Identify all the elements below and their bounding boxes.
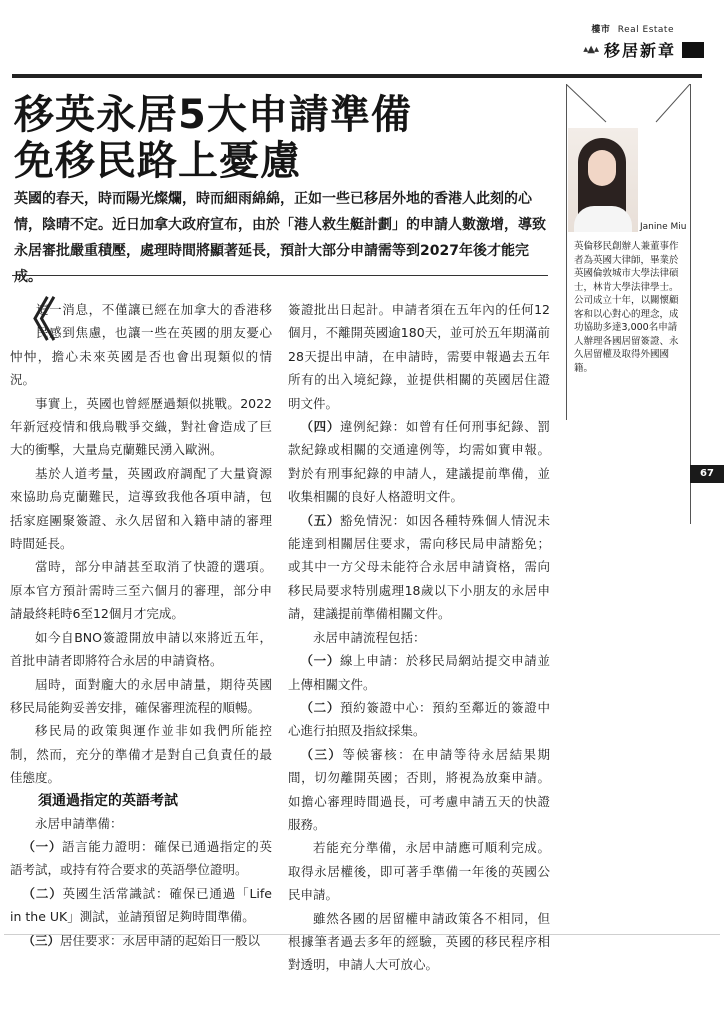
list-item: （三）居住要求：永居申請的起始日一般以 xyxy=(22,932,261,948)
article-lede: 英國的春天，時而陽光燦爛，時而細雨綿綿，正如一些已移居外地的香港人此刻的心情，陰晴不定。近日加拿大政府宣布，由於「港人救生艇計劃」的申請人數激增，導致永居審批嚴重積壓，處理時間將顯著延長，預計大部分申請需等到2027年後才能完成。 xyxy=(14,191,546,285)
column-brand xyxy=(583,38,704,61)
footer-rule xyxy=(4,934,720,935)
paragraph: 簽證批出日起計。申請者須在五年內的任何12個月，不離開英國逾180天，並可於五年期滿前28天提出申請，在申請時，需要申報過去五年所有的出入境紀錄，並提供相關的英國居住證明文件。 xyxy=(288,302,550,411)
paragraph: 永居申請準備： xyxy=(35,815,123,831)
sidebar-line-right xyxy=(690,84,691,524)
lede-rule xyxy=(12,275,548,276)
quote-mark-icon: 《 xyxy=(10,293,56,347)
title-line-1: 移英永居5大申請準備 xyxy=(14,92,412,138)
section-category: 樓市 xyxy=(591,25,611,35)
brand-block-decoration xyxy=(682,42,704,58)
body-column-left xyxy=(10,293,272,952)
page-number: 67 xyxy=(690,465,724,483)
list-item: （二）英國生活常識試：確保已通過「Life in the UK」測試，並請預留足夠時間準備。 xyxy=(10,885,272,925)
section-heading: 須通過指定的英語考試 xyxy=(38,792,178,809)
paragraph: 《 這一消息，不僅讓已經在加拿大的香港移民感到焦慮，也讓一些在英國的朋友憂心忡忡，擔心未來英國是否也會出現類似的情況。 xyxy=(10,293,272,388)
title-line-2: 免移民路上憂慮 xyxy=(14,138,301,184)
house-roof-icon: ▴▲▴ xyxy=(583,44,598,55)
body-column-right xyxy=(288,298,550,977)
paragraph: 基於人道考量，英國政府調配了大量資源來協助烏克蘭難民，這導致我他各項申請，包括家庭團聚簽證、永久居留和入籍申請的審理時間延長。 xyxy=(10,465,272,552)
list-item: （二）預約簽證中心：預約至鄰近的簽證中心進行拍照及指紋採集。 xyxy=(288,699,550,739)
list-item: （一）線上申請：於移民局網站提交申請並上傳相關文件。 xyxy=(288,653,550,692)
paragraph: 事實上，英國也曾經歷過類似挑戰。2022年新冠疫情和俄烏戰爭交織，對社會造成了巨大的衝擊，大量烏克蘭難民湧入歐洲。 xyxy=(10,395,272,458)
author-name: Janine Miu xyxy=(640,222,687,232)
paragraph: 雖然各國的居留權申請政策各不相同，但根據筆者過去多年的經驗，英國的移民程序相對透明，申請人大可放心。 xyxy=(288,910,550,973)
list-item: （五）豁免情況：如因各種特殊個人情況未能達到相關居住要求，需向移民局申請豁免；或其中一方父母未能符合永居申請資格，需向移民局要求特別處理18歲以下小朋友的永居申請，建議提前準備相關文件。 xyxy=(288,512,550,622)
author-photo xyxy=(568,128,638,232)
paragraph: 如今自BNO簽證開放申請以來將近五年，首批申請者即將符合永居的申請資格。 xyxy=(10,629,272,669)
article-title xyxy=(14,92,554,184)
list-item: （四）違例紀錄：如曾有任何刑事紀錄、罰款紀錄或相關的交通違例等，均需如實申報。對於有刑事紀錄的申請人，建議提前準備，並收集相關的良好人格證明文件。 xyxy=(288,419,550,505)
list-item: （一）語言能力證明：確保已通過指定的英語考試，或持有符合要求的英語學位證明。 xyxy=(10,838,272,878)
paragraph: 若能充分準備，永居申請應可順利完成。取得永居權後，即可著手準備一年後的英國公民申請。 xyxy=(288,840,550,903)
header-rule xyxy=(12,74,702,78)
author-bio: 英倫移民創辦人兼董事作者為英國大律師，畢業於英國倫敦城市大學法律碩士，林肯大學法律學士。公司成立十年，以關懷顧客和以心對心的理念，成功協助多達3,000名申請人辦理各國居留簽證、永久居留權及取得外國國籍。 xyxy=(574,241,679,374)
section-label xyxy=(591,22,674,35)
paragraph: 當時，部分申請甚至取消了快證的選項。原本官方預計需時三至六個月的審理，部分申請最終耗時6至12個月才完成。 xyxy=(10,559,272,622)
paragraph: 屆時，面對龐大的永居申請量，期待英國移民局能夠妥善安排，確保審理流程的順暢。 xyxy=(10,676,272,715)
column-name: 移居新章 xyxy=(603,41,676,60)
paragraph: 移民局的政策與運作並非如我們所能控制，然而，充分的準備才是對自己負責任的最佳態度。 xyxy=(10,723,272,786)
list-item: （三）等候審核：在申請等待永居結果期間，切勿離開英國；否則，將視為放棄申請。如擔心審理時間過長，可考慮申請五天的快證服務。 xyxy=(288,746,550,832)
section-category-en: Real Estate xyxy=(617,25,674,35)
paragraph: 永居申請流程包括： xyxy=(313,629,426,645)
